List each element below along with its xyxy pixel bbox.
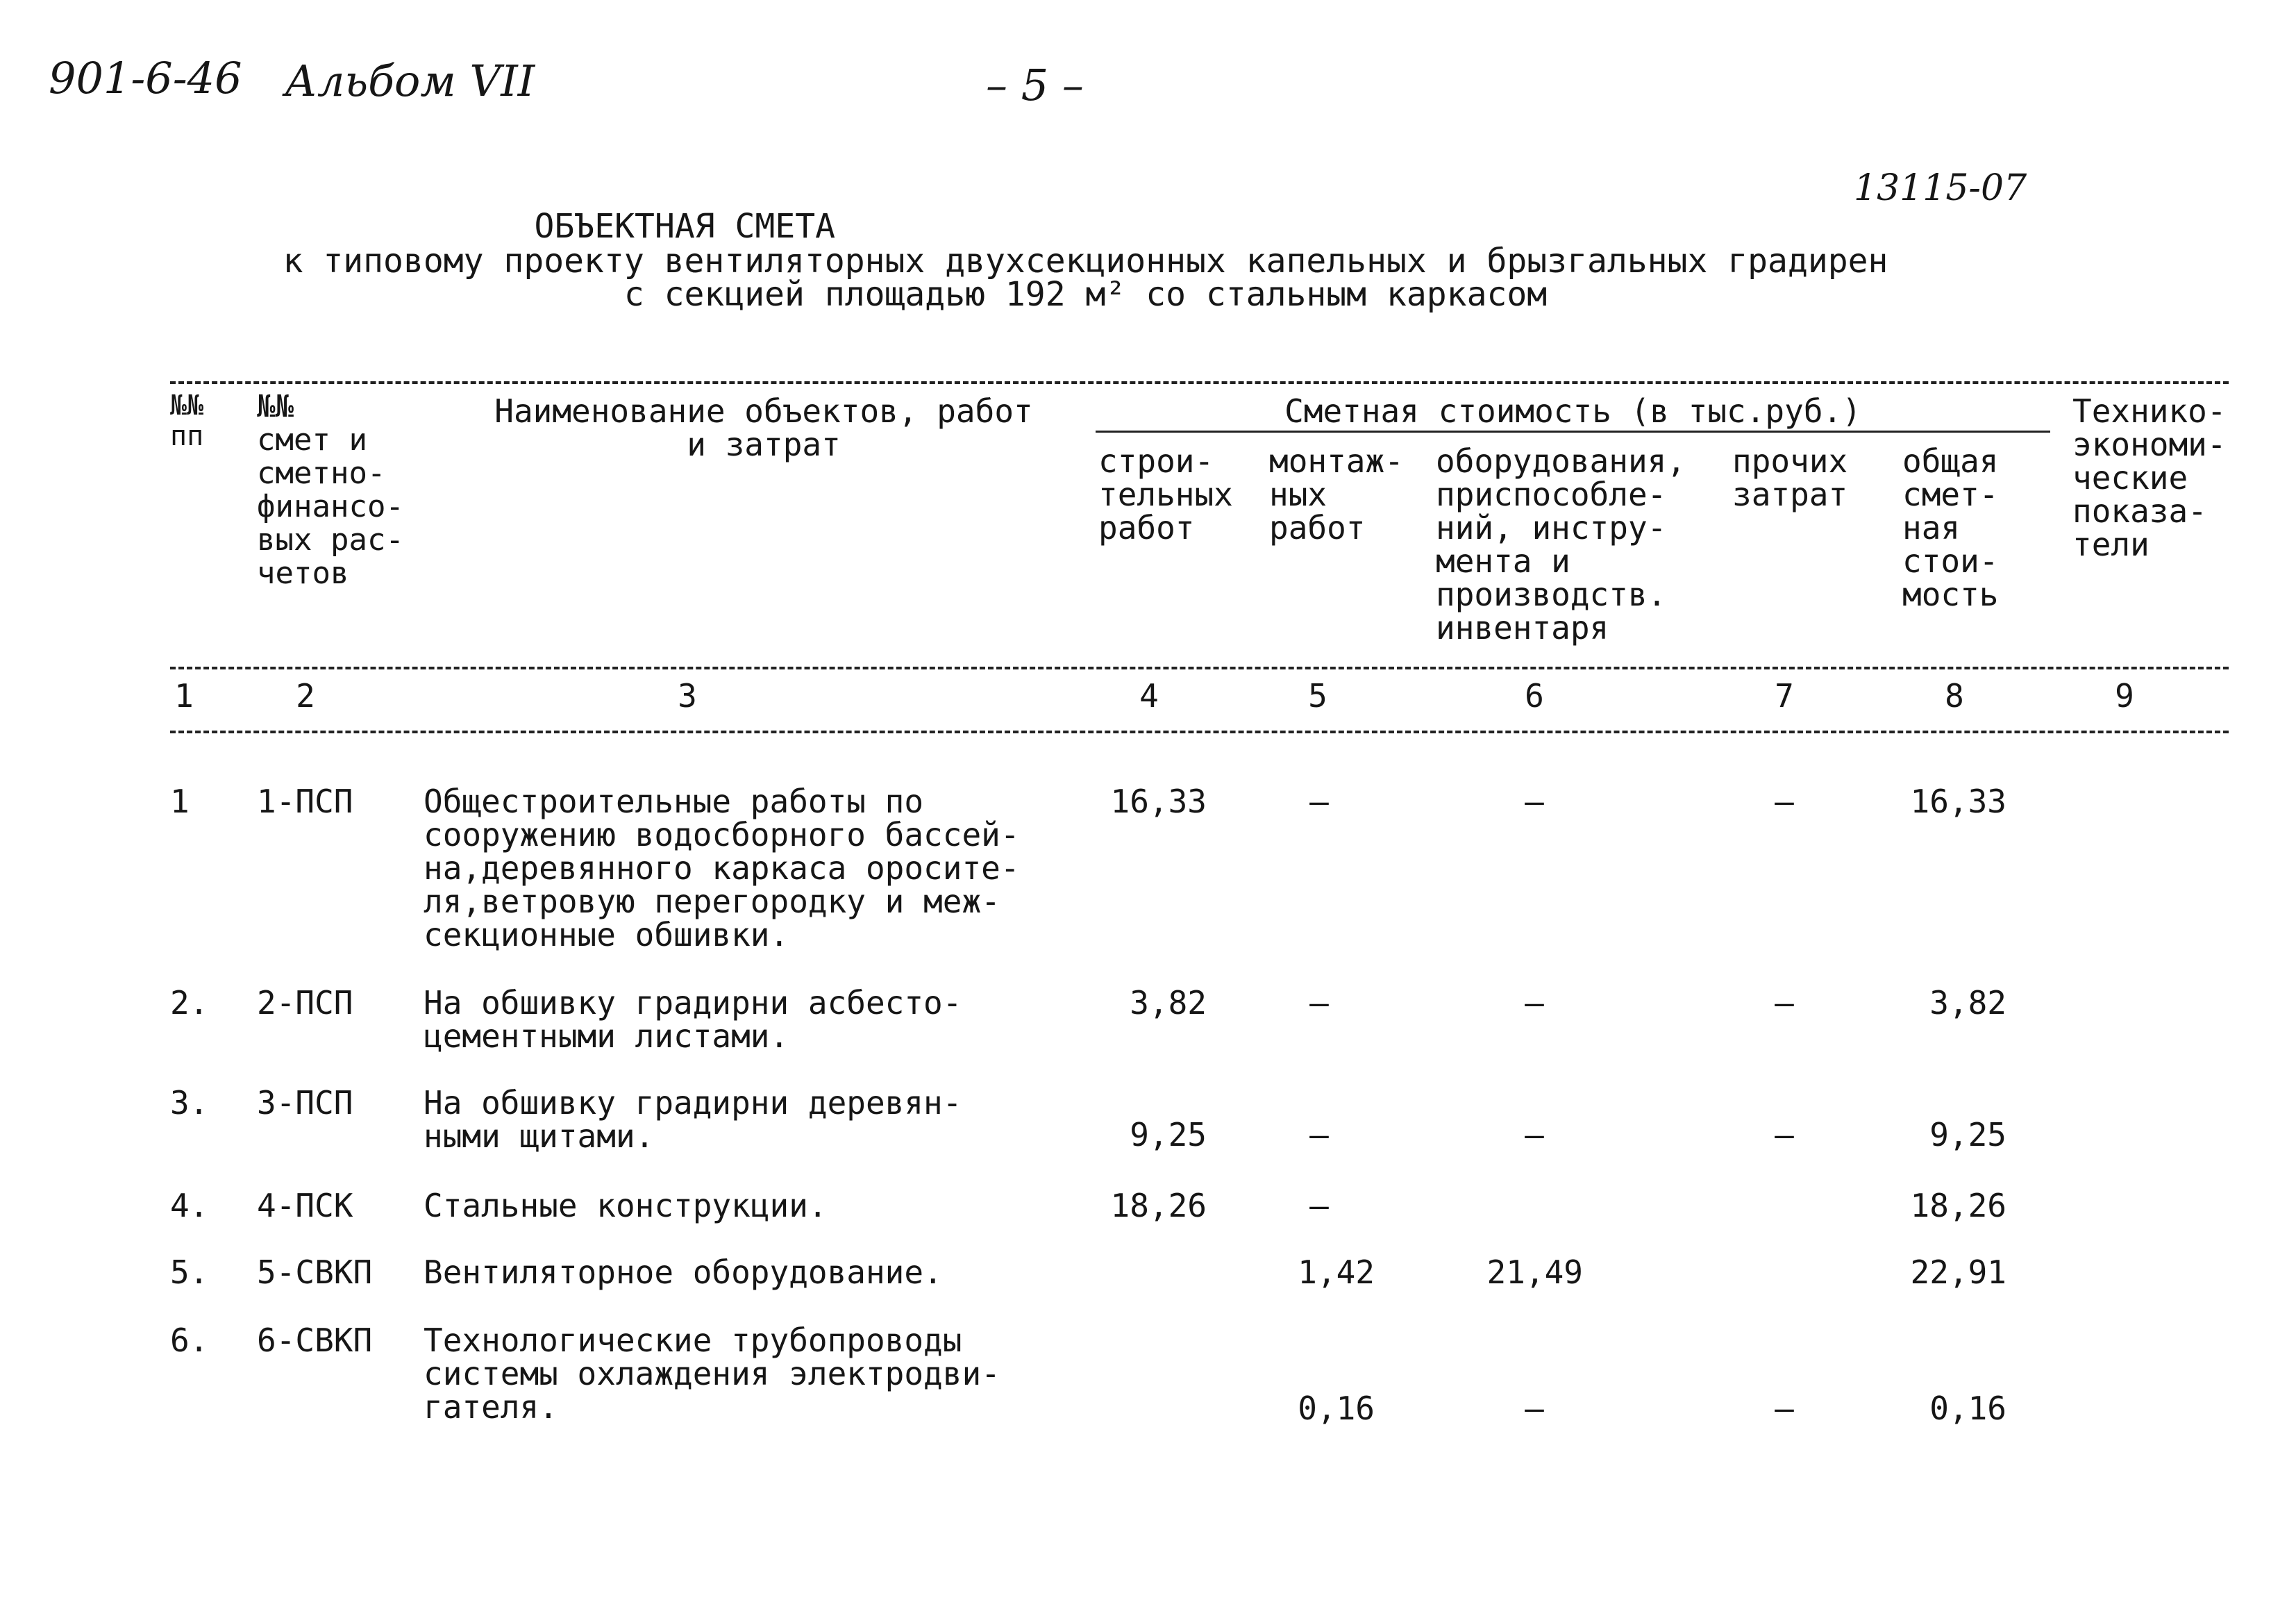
row-6-total: 0,16 <box>1929 1390 2006 1427</box>
column-number-8: 8 <box>1945 677 1964 715</box>
group-underline <box>1096 431 2050 433</box>
row-6-number: 6. <box>170 1322 209 1359</box>
sheet-code: 13115-07 <box>1854 167 2027 209</box>
row-5-number: 5. <box>170 1253 209 1291</box>
row-2-other: – <box>1775 984 1794 1022</box>
row-5-total: 22,91 <box>1910 1253 2006 1291</box>
row-3-installation: – <box>1309 1116 1329 1153</box>
header-col-6: оборудования, приспособле- ний, инстру- мента и производств. инвентаря <box>1436 442 1686 647</box>
row-1-installation: – <box>1309 783 1329 820</box>
project-code: 901-6-46 <box>49 53 242 103</box>
row-1-name: Общестроительные работы по сооружению водосборного бассей- на,деревянного каркаса оросите- ля,ветровую перегородку и меж- секционные обшивки. <box>424 783 1020 953</box>
row-3-number: 3. <box>170 1084 209 1122</box>
column-number-3: 3 <box>678 677 697 715</box>
row-4-construction: 18,26 <box>1110 1187 1207 1224</box>
header-col-5: монтаж- ных работ <box>1269 442 1404 547</box>
row-5-name: Вентиляторное оборудование. <box>424 1253 943 1291</box>
column-number-5: 5 <box>1308 677 1327 715</box>
row-3-name: На обшивку градирни деревян- ными щитами. <box>424 1084 962 1155</box>
row-6-other: – <box>1775 1390 1794 1427</box>
album-label: Альбом VII <box>285 56 535 106</box>
column-number-7: 7 <box>1775 677 1794 715</box>
header-col-3: Наименование объектов, работ и затрат <box>494 392 1033 463</box>
row-6-code: 6-СВКП <box>257 1322 373 1359</box>
row-2-name: На обшивку градирни асбесто- цементными листами. <box>424 984 962 1055</box>
column-number-4: 4 <box>1139 677 1159 715</box>
row-5-equipment: 21,49 <box>1486 1253 1583 1291</box>
header-col-2: №№ смет и сметно- финансо- вых рас- четов <box>257 389 404 591</box>
row-1-number: 1 <box>170 783 190 820</box>
document-title: ОБЪЕКТНАЯ СМЕТА <box>534 207 836 246</box>
row-2-total: 3,82 <box>1929 984 2006 1022</box>
row-4-name: Стальные конструкции. <box>424 1187 828 1224</box>
row-3-code: 3-ПСП <box>257 1084 353 1122</box>
header-col-7: прочих затрат <box>1732 442 1848 513</box>
row-1-other: – <box>1775 783 1794 820</box>
header-col-9: Технико- экономи- ческие показа- тели <box>2072 392 2227 563</box>
row-3-equipment: – <box>1525 1116 1544 1153</box>
row-1-equipment: – <box>1525 783 1544 820</box>
row-6-equipment: – <box>1525 1390 1544 1427</box>
column-number-1: 1 <box>174 677 194 715</box>
header-col-4: строи- тельных работ <box>1098 442 1233 547</box>
row-4-installation: – <box>1309 1187 1329 1224</box>
row-3-other: – <box>1775 1116 1794 1153</box>
row-3-total: 9,25 <box>1929 1116 2006 1153</box>
page-number: – 5 – <box>986 60 1084 110</box>
row-3-construction: 9,25 <box>1130 1116 1207 1153</box>
header-group-cost: Сметная стоимость (в тыс.руб.) <box>1284 392 1861 430</box>
row-6-name: Технологические трубопроводы системы охлаждения электродви- гателя. <box>424 1322 1000 1426</box>
header-bottom-rule <box>170 667 2229 669</box>
header-col-8: общая смет- ная стои- мость <box>1902 442 1999 613</box>
row-2-code: 2-ПСП <box>257 984 353 1022</box>
row-2-installation: – <box>1309 984 1329 1022</box>
table-top-rule <box>170 381 2229 384</box>
column-number-2: 2 <box>296 677 315 715</box>
row-2-number: 2. <box>170 984 209 1022</box>
header-col-1: №№ пп <box>170 390 204 452</box>
column-number-6: 6 <box>1525 677 1544 715</box>
row-5-code: 5-СВКП <box>257 1253 373 1291</box>
row-1-code: 1-ПСП <box>257 783 353 820</box>
row-5-installation: 1,42 <box>1298 1253 1375 1291</box>
subtitle-line-1: к типовому проекту вентиляторных двухсекционных капельных и брызгальных градирен <box>283 242 1888 281</box>
column-number-9: 9 <box>2115 677 2134 715</box>
row-1-construction: 16,33 <box>1110 783 1207 820</box>
row-4-total: 18,26 <box>1910 1187 2006 1224</box>
row-1-total: 16,33 <box>1910 783 2006 820</box>
row-6-installation: 0,16 <box>1298 1390 1375 1427</box>
row-4-number: 4. <box>170 1187 209 1224</box>
row-2-construction: 3,82 <box>1130 984 1207 1022</box>
row-2-equipment: – <box>1525 984 1544 1022</box>
column-number-rule <box>170 731 2229 733</box>
row-4-code: 4-ПСК <box>257 1187 353 1224</box>
subtitle-line-2: с секцией площадью 192 м² со стальным каркасом <box>623 275 1548 314</box>
